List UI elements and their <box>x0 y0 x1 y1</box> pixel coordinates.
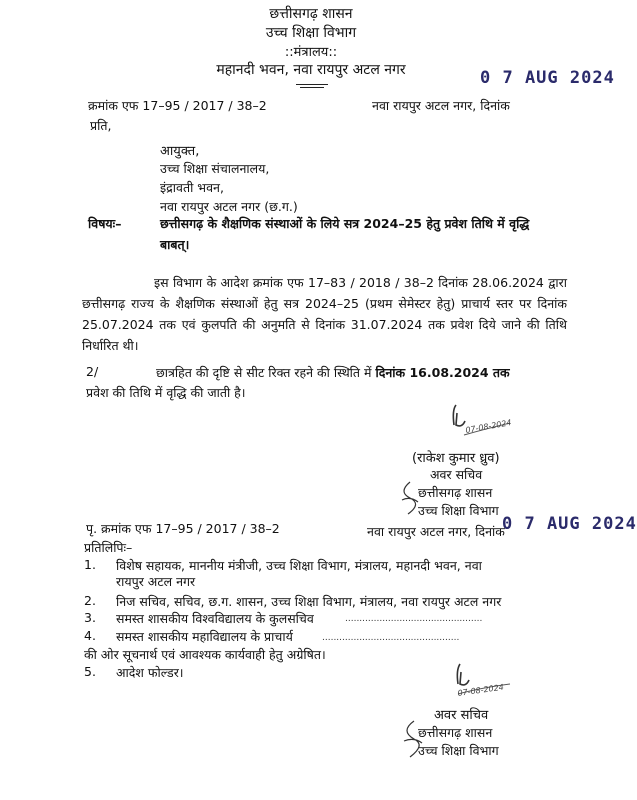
header-address: महानदी भवन, नवा रायपुर अटल नगर <box>216 62 406 78</box>
signature-image <box>440 395 520 445</box>
header-office: ::मंत्रालय:: <box>284 45 338 60</box>
letter-place-date: नवा रायपुर अटल नगर, दिनांक <box>372 98 510 113</box>
subject-line: बाबत्। <box>160 237 190 252</box>
header-dept: उच्च शिक्षा विभाग <box>265 25 357 41</box>
fill-dots: ................................................ <box>322 633 460 643</box>
header-divider <box>296 84 328 85</box>
fill-dots: ................................................ <box>345 614 483 624</box>
to-label: प्रति, <box>90 118 112 133</box>
para2-number: 2/ <box>86 364 99 379</box>
copy-item: विशेष सहायक, माननीय मंत्रीजी, उच्च शिक्षा विभाग, मंत्रालय, महानदी भवन, नवा <box>116 558 482 573</box>
signature-image-2 <box>440 656 520 706</box>
signatory-govt: छत्तीसगढ़ शासन <box>418 485 493 500</box>
copy-label: प्रतिलिपिः– <box>84 540 133 555</box>
signature-date-scrawl-2: 07-08-2024 <box>457 682 505 698</box>
body-paragraph-1: इस विभाग के आदेश क्रमांक एफ 17–83 / 2018 / 38–2 दिनांक 28.06.2024 द्वारा छत्तीसगढ़ राज्य के शैक्षणिक संस्थाओं हेतु सत्र 2024–25 (प्रथम सेमेस्टर हेतु) प्राचार्य स्तर पर दिनांक 25.07.2024 तक एवं कुलपति की अनुमति से दिनांक 31.07.2024 तक प्रवेश दिये जाने की तिथि निर्धारित थी। <box>82 275 567 353</box>
copy-item: आदेश फोल्डर। <box>116 665 184 680</box>
copy-item-number: 4. <box>84 628 96 643</box>
copy-item-number: 2. <box>84 593 96 608</box>
signatory-designation-2: अवर सचिव <box>434 708 489 723</box>
received-date-stamp: 0 7 AUG 2024 <box>480 68 615 88</box>
subject-label: विषयः– <box>88 216 122 231</box>
para2-date-highlight: दिनांक 16.08.2024 तक <box>375 365 510 380</box>
recipient-line: आयुक्त, <box>160 144 200 159</box>
signatory-govt-2: छत्तीसगढ़ शासन <box>418 725 493 740</box>
copy-item-number: 5. <box>84 664 96 679</box>
copy-item: निज सचिव, सचिव, छ.ग. शासन, उच्च शिक्षा विभाग, मंत्रालय, नवा रायपुर अटल नगर <box>116 594 502 609</box>
endorsement-place-date: नवा रायपुर अटल नगर, दिनांक <box>367 524 505 539</box>
letter-ref: क्रमांक एफ 17–95 / 2017 / 38–2 <box>88 98 267 113</box>
copy-item: समस्त शासकीय विश्वविद्यालय के कुलसचिव <box>116 611 314 626</box>
initial-mark <box>390 478 430 518</box>
copy-item-number: 1. <box>84 557 96 572</box>
para2-text <box>156 364 510 381</box>
header-divider-2 <box>300 87 324 88</box>
received-date-stamp-2: 0 7 AUG 2024 <box>502 514 637 534</box>
signatory-dept-2: उच्च शिक्षा विभाग <box>418 743 499 758</box>
signatory-designation: अवर सचिव <box>430 467 483 482</box>
para2-text-a: छात्रहित की दृष्टि से सीट रिक्त रहने की स्थिति में <box>156 365 372 380</box>
recipient-line: नवा रायपुर अटल नगर (छ.ग.) <box>160 199 298 214</box>
signatory-name: (राकेश कुमार ध्रुव) <box>412 451 500 466</box>
copy-item-number: 3. <box>84 610 96 625</box>
copy-item-cont: रायपुर अटल नगर <box>116 574 196 589</box>
subject-line: छत्तीसगढ़ के शैक्षणिक संस्थाओं के लिये सत्र 2024–25 हेतु प्रवेश तिथि में वृद्धि <box>160 216 530 231</box>
recipient-line: उच्च शिक्षा संचालनालय, <box>160 161 270 176</box>
forward-line: की ओर सूचनार्थ एवं आवश्यक कार्यवाही हेतु अग्रेषित। <box>84 647 326 662</box>
signatory-dept: उच्च शिक्षा विभाग <box>418 503 499 518</box>
initial-mark-2 <box>392 717 432 761</box>
copy-item: समस्त शासकीय महाविद्यालय के प्राचार्य <box>116 629 293 644</box>
recipient-line: इंद्रावती भवन, <box>160 180 224 195</box>
endorsement-ref: पृ. क्रमांक एफ 17–95 / 2017 / 38–2 <box>86 521 280 536</box>
para2-text-c: प्रवेश की तिथि में वृद्धि की जाती है। <box>86 385 246 400</box>
header-govt: छत्तीसगढ़ शासन <box>269 6 353 22</box>
signature-date-scrawl: 07-08-2024 <box>464 418 513 435</box>
